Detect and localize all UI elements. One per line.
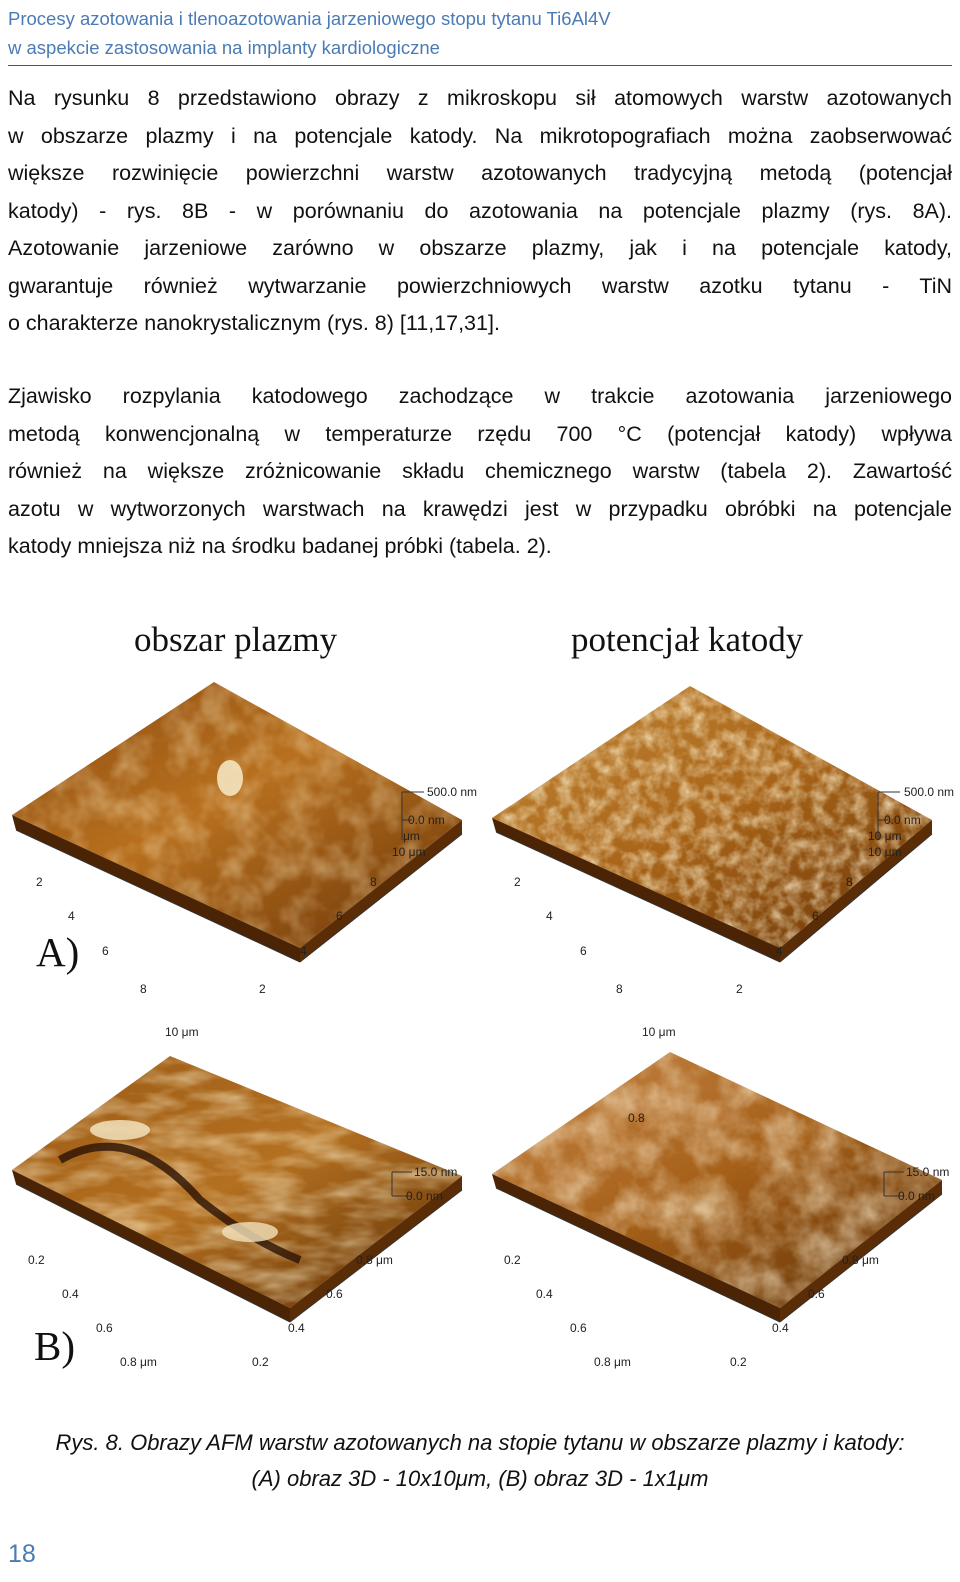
right-axis-tick: 0.2	[252, 1355, 269, 1369]
right-axis-tick: 6	[336, 909, 343, 923]
right-axis-tick: 2	[736, 982, 743, 996]
paragraph-line: większe rozwinięcie powierzchni warstw azotowanych tradycyjną metodą (potencjał	[8, 161, 952, 185]
header-title-line-1: Procesy azotowania i tlenoazotowania jarzeniowego stopu tytanu Ti6Al4V	[8, 8, 611, 29]
paragraph-1	[8, 80, 952, 343]
paragraph-line: katody) - rys. 8B - w porównaniu do azotowania na potencjale plazmy (rys. 8A).	[8, 198, 952, 223]
column-title-plasma: obszar plazmy	[134, 620, 338, 659]
right-axis-tick: 8	[370, 875, 377, 889]
paragraph-line: Zjawisko rozpylania katodowego zachodzące w trakcie azotowania jarzeniowego	[8, 384, 952, 408]
top-axis-unit: 10 μm	[868, 845, 902, 859]
afm-panel-b-plasma	[0, 1050, 480, 1410]
left-axis-tick: 2	[514, 875, 521, 889]
z-max-label: 500.0 nm	[427, 785, 478, 799]
right-axis-tick: 0.8 μm	[356, 1253, 393, 1267]
paragraph-line: w obszarze plazmy i na potencjale katody. Na mikrotopografiach można zaobserwować	[8, 123, 952, 148]
paragraph-line: również na większe zróżnicowanie składu chemicznego warstw (tabela 2). Zawartość	[8, 459, 952, 483]
afm-panel-a-plasma	[0, 680, 480, 1050]
afm-figure	[0, 610, 960, 1410]
header-divider	[8, 65, 952, 66]
z-min-label: 0.0 nm	[406, 1189, 443, 1203]
column-title-cathode: potencjał katody	[571, 620, 804, 659]
left-axis-tick: 0.8 μm	[594, 1355, 631, 1369]
paragraph-line: azotu w wytworzonych warstwach na krawędzi jest w przypadku obróbki na potencjale	[8, 496, 952, 521]
right-axis-tick: 0.4	[288, 1321, 305, 1335]
paragraph-line: katody mniejsza niż na środku badanej próbki (tabela. 2).	[8, 534, 552, 558]
right-axis-tick: 0.6	[808, 1287, 825, 1301]
paragraph-line: gwarantuje również wytwarzanie powierzchniowych warstw azotku tytanu - TiN	[8, 273, 952, 298]
right-axis-tick: 6	[812, 909, 819, 923]
right-axis-tick: 4	[776, 944, 783, 958]
row-label-b: B)	[34, 1323, 75, 1369]
page-number: 18	[8, 1540, 36, 1568]
right-axis-tick: 4	[300, 944, 307, 958]
bottom-axis-unit: 10 μm	[642, 1025, 676, 1039]
caption-line-1: Rys. 8. Obrazy AFM warstw azotowanych na stopie tytanu w obszarze plazmy i katody:	[55, 1430, 905, 1455]
top-axis-unit: μm	[403, 829, 420, 843]
afm-panel-b-cathode	[480, 1050, 960, 1410]
paragraph-line: o charakterze nanokrystalicznym (rys. 8) [11,17,31].	[8, 311, 500, 335]
left-axis-tick: 0.2	[504, 1253, 521, 1267]
header-title-line-2: w aspekcie zastosowania na implanty kardiologiczne	[8, 37, 440, 58]
top-axis-unit: 10 μm	[392, 845, 426, 859]
right-axis-tick: 0.4	[772, 1321, 789, 1335]
running-header	[8, 4, 952, 64]
right-axis-tick: 0.6	[326, 1287, 343, 1301]
left-axis-tick: 0.6	[96, 1321, 113, 1335]
left-axis-tick: 0.4	[536, 1287, 553, 1301]
left-axis-tick: 8	[616, 982, 623, 996]
right-axis-tick: 8	[846, 875, 853, 889]
row-label-a: A)	[36, 929, 80, 975]
paragraph-line: Azotowanie jarzeniowe zarówno w obszarze plazmy, jak i na potencjale katody,	[8, 236, 952, 260]
back-axis-tick: 0.8	[628, 1111, 645, 1125]
left-axis-tick: 0.8 μm	[120, 1355, 157, 1369]
left-axis-tick: 4	[546, 909, 553, 923]
afm-surface	[480, 1050, 960, 1350]
top-axis-unit: 10 μm	[868, 829, 902, 843]
z-min-label: 0.0 nm	[898, 1189, 935, 1203]
left-axis-tick: 2	[36, 875, 43, 889]
z-max-label: 15.0 nm	[906, 1165, 950, 1179]
afm-panel-a-cathode	[480, 680, 960, 1050]
z-max-label: 15.0 nm	[414, 1165, 458, 1179]
left-axis-tick: 8	[140, 982, 147, 996]
z-max-label: 500.0 nm	[904, 785, 955, 799]
bottom-axis-unit: 10 μm	[165, 1025, 199, 1039]
left-axis-tick: 4	[68, 909, 75, 923]
left-axis-tick: 6	[580, 944, 587, 958]
figure-caption	[8, 1425, 952, 1497]
right-axis-tick: 0.8 μm	[842, 1253, 879, 1267]
left-axis-tick: 0.2	[28, 1253, 45, 1267]
paragraph-2	[8, 378, 952, 566]
left-axis-tick: 0.4	[62, 1287, 79, 1301]
paragraph-line: Na rysunku 8 przedstawiono obrazy z mikroskopu sił atomowych warstw azotowanych	[8, 86, 952, 110]
z-min-label: 0.0 nm	[408, 813, 445, 827]
right-axis-tick: 0.2	[730, 1355, 747, 1369]
left-axis-tick: 0.6	[570, 1321, 587, 1335]
caption-line-2: (A) obraz 3D - 10x10μm, (B) obraz 3D - 1x1μm	[251, 1466, 709, 1491]
paragraph-line: metodą konwencjonalną w temperaturze rzędu 700 °C (potencjał katody) wpływa	[8, 421, 952, 446]
z-min-label: 0.0 nm	[884, 813, 921, 827]
right-axis-tick: 2	[259, 982, 266, 996]
left-axis-tick: 6	[102, 944, 109, 958]
